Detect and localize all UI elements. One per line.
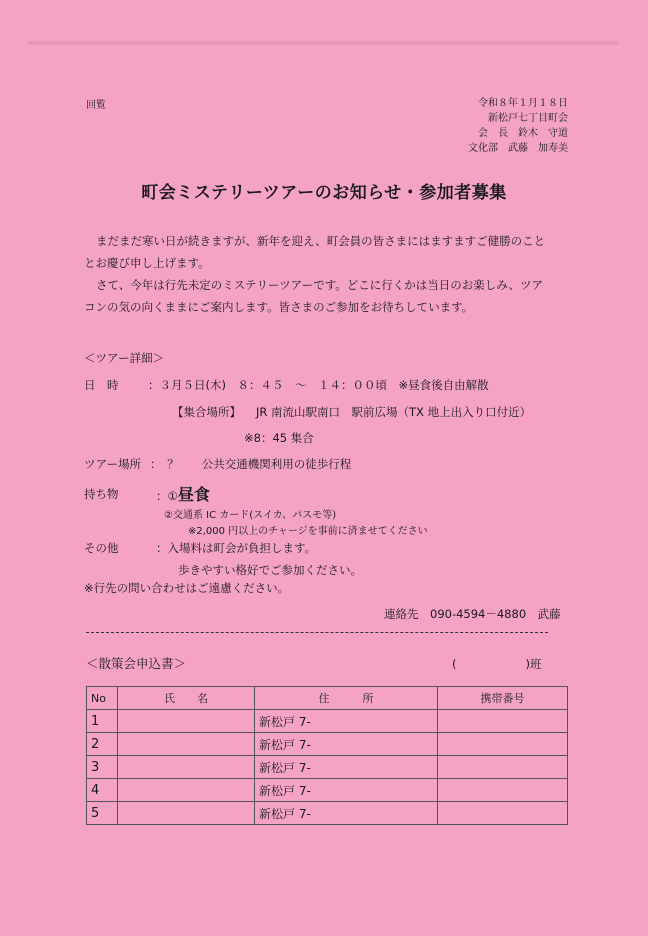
group-field[interactable]: ( )班 — [452, 657, 542, 671]
meeting-label: 【集合場所】 — [172, 405, 241, 419]
meeting-time: ※8：45 集合 — [244, 431, 314, 445]
header-block — [468, 96, 568, 156]
bring-lunch-line — [156, 482, 210, 505]
row-number: 4 — [87, 779, 118, 802]
destination-note: ※行先の問い合わせはご遠慮ください。 — [84, 581, 290, 595]
table-row — [87, 733, 568, 756]
address-cell[interactable]: 新松戸 7- — [255, 710, 438, 733]
row-number: 1 — [87, 710, 118, 733]
row-number: 5 — [87, 802, 118, 825]
phone-cell[interactable] — [438, 733, 568, 756]
table-row — [87, 779, 568, 802]
form-heading: ＜散策会申込書＞ — [86, 656, 187, 671]
address-cell[interactable]: 新松戸 7- — [255, 779, 438, 802]
other-value-2: 歩きやすい格好でご参加ください。 — [178, 563, 362, 577]
name-cell[interactable] — [118, 710, 255, 733]
other-value: ：入場料は町会が負担します。 — [156, 541, 317, 555]
column-header-phone: 携帯番号 — [438, 687, 568, 710]
row-number: 2 — [87, 733, 118, 756]
details-heading: ＜ツアー詳細＞ — [84, 351, 165, 365]
address-cell[interactable]: 新松戸 7- — [255, 756, 438, 779]
other-label: その他 — [84, 541, 119, 555]
culture-dept-name: 文化部 武藤 加寿美 — [468, 143, 568, 154]
phone-cell[interactable] — [438, 802, 568, 825]
intro-line-3: さて、今年は行先未定のミステリーツアーです。どこに行くかは当日のお楽しみ、ツア — [96, 278, 544, 292]
circular-label: 回覧 — [86, 100, 106, 111]
page-title: 町会ミステリーツアーのお知らせ・参加者募集 — [141, 183, 507, 203]
intro-line-2: とお慶び申し上げます。 — [84, 256, 210, 270]
name-cell[interactable] — [118, 779, 255, 802]
chair-name: 会 長 鈴木 守道 — [478, 128, 568, 139]
column-header-name: 氏 名 — [118, 687, 255, 710]
association-name: 新松戸七丁目町会 — [488, 113, 568, 124]
column-header-address: 住 所 — [255, 687, 438, 710]
row-number: 3 — [87, 756, 118, 779]
table-row — [87, 756, 568, 779]
name-cell[interactable] — [118, 802, 255, 825]
intro-paragraph — [84, 230, 584, 318]
bring-lunch: 昼食 — [177, 485, 210, 504]
place-label: ツアー場所 — [84, 457, 142, 471]
bring-card: ②交通系 IC カード(スイカ、パスモ等) — [164, 510, 337, 521]
contact-info: 連絡先 090-4594－4880 武藤 — [384, 607, 561, 621]
intro-line-4: コンの気の向くままにご案内します。皆さまのご参加をお待ちしています。 — [84, 300, 474, 314]
datetime-label: 日 時 — [84, 378, 119, 392]
address-cell[interactable]: 新松戸 7- — [255, 802, 438, 825]
intro-line-1: まだまだ寒い日が続きますが、新年を迎え、町会員の皆さまにはますますご健勝のこと — [96, 234, 546, 248]
application-table — [86, 686, 568, 825]
phone-cell[interactable] — [438, 710, 568, 733]
bring-label: 持ち物 — [84, 487, 119, 501]
name-cell[interactable] — [118, 756, 255, 779]
scan-artifact — [28, 40, 618, 46]
bring-note: ※2,000 円以上のチャージを事前に済ませてください — [188, 526, 428, 537]
table-row — [87, 802, 568, 825]
phone-cell[interactable] — [438, 779, 568, 802]
phone-cell[interactable] — [438, 756, 568, 779]
name-cell[interactable] — [118, 733, 255, 756]
cut-line — [86, 632, 548, 633]
datetime-value: ：３月５日(木) ８：４５ ～ １４：００頃 ※昼食後自由解散 — [148, 378, 489, 392]
meeting-value: JR 南流山駅南口 駅前広場（TX 地上出入り口付近） — [256, 405, 532, 419]
issue-date: 令和８年１月１８日 — [478, 98, 568, 109]
column-header-no: No — [87, 687, 118, 710]
table-header-row — [87, 687, 568, 710]
bring-prefix: ：① — [156, 489, 178, 503]
address-cell[interactable]: 新松戸 7- — [255, 733, 438, 756]
place-value: ： ？ 公共交通機関利用の徒歩行程 — [150, 457, 352, 471]
table-row — [87, 710, 568, 733]
